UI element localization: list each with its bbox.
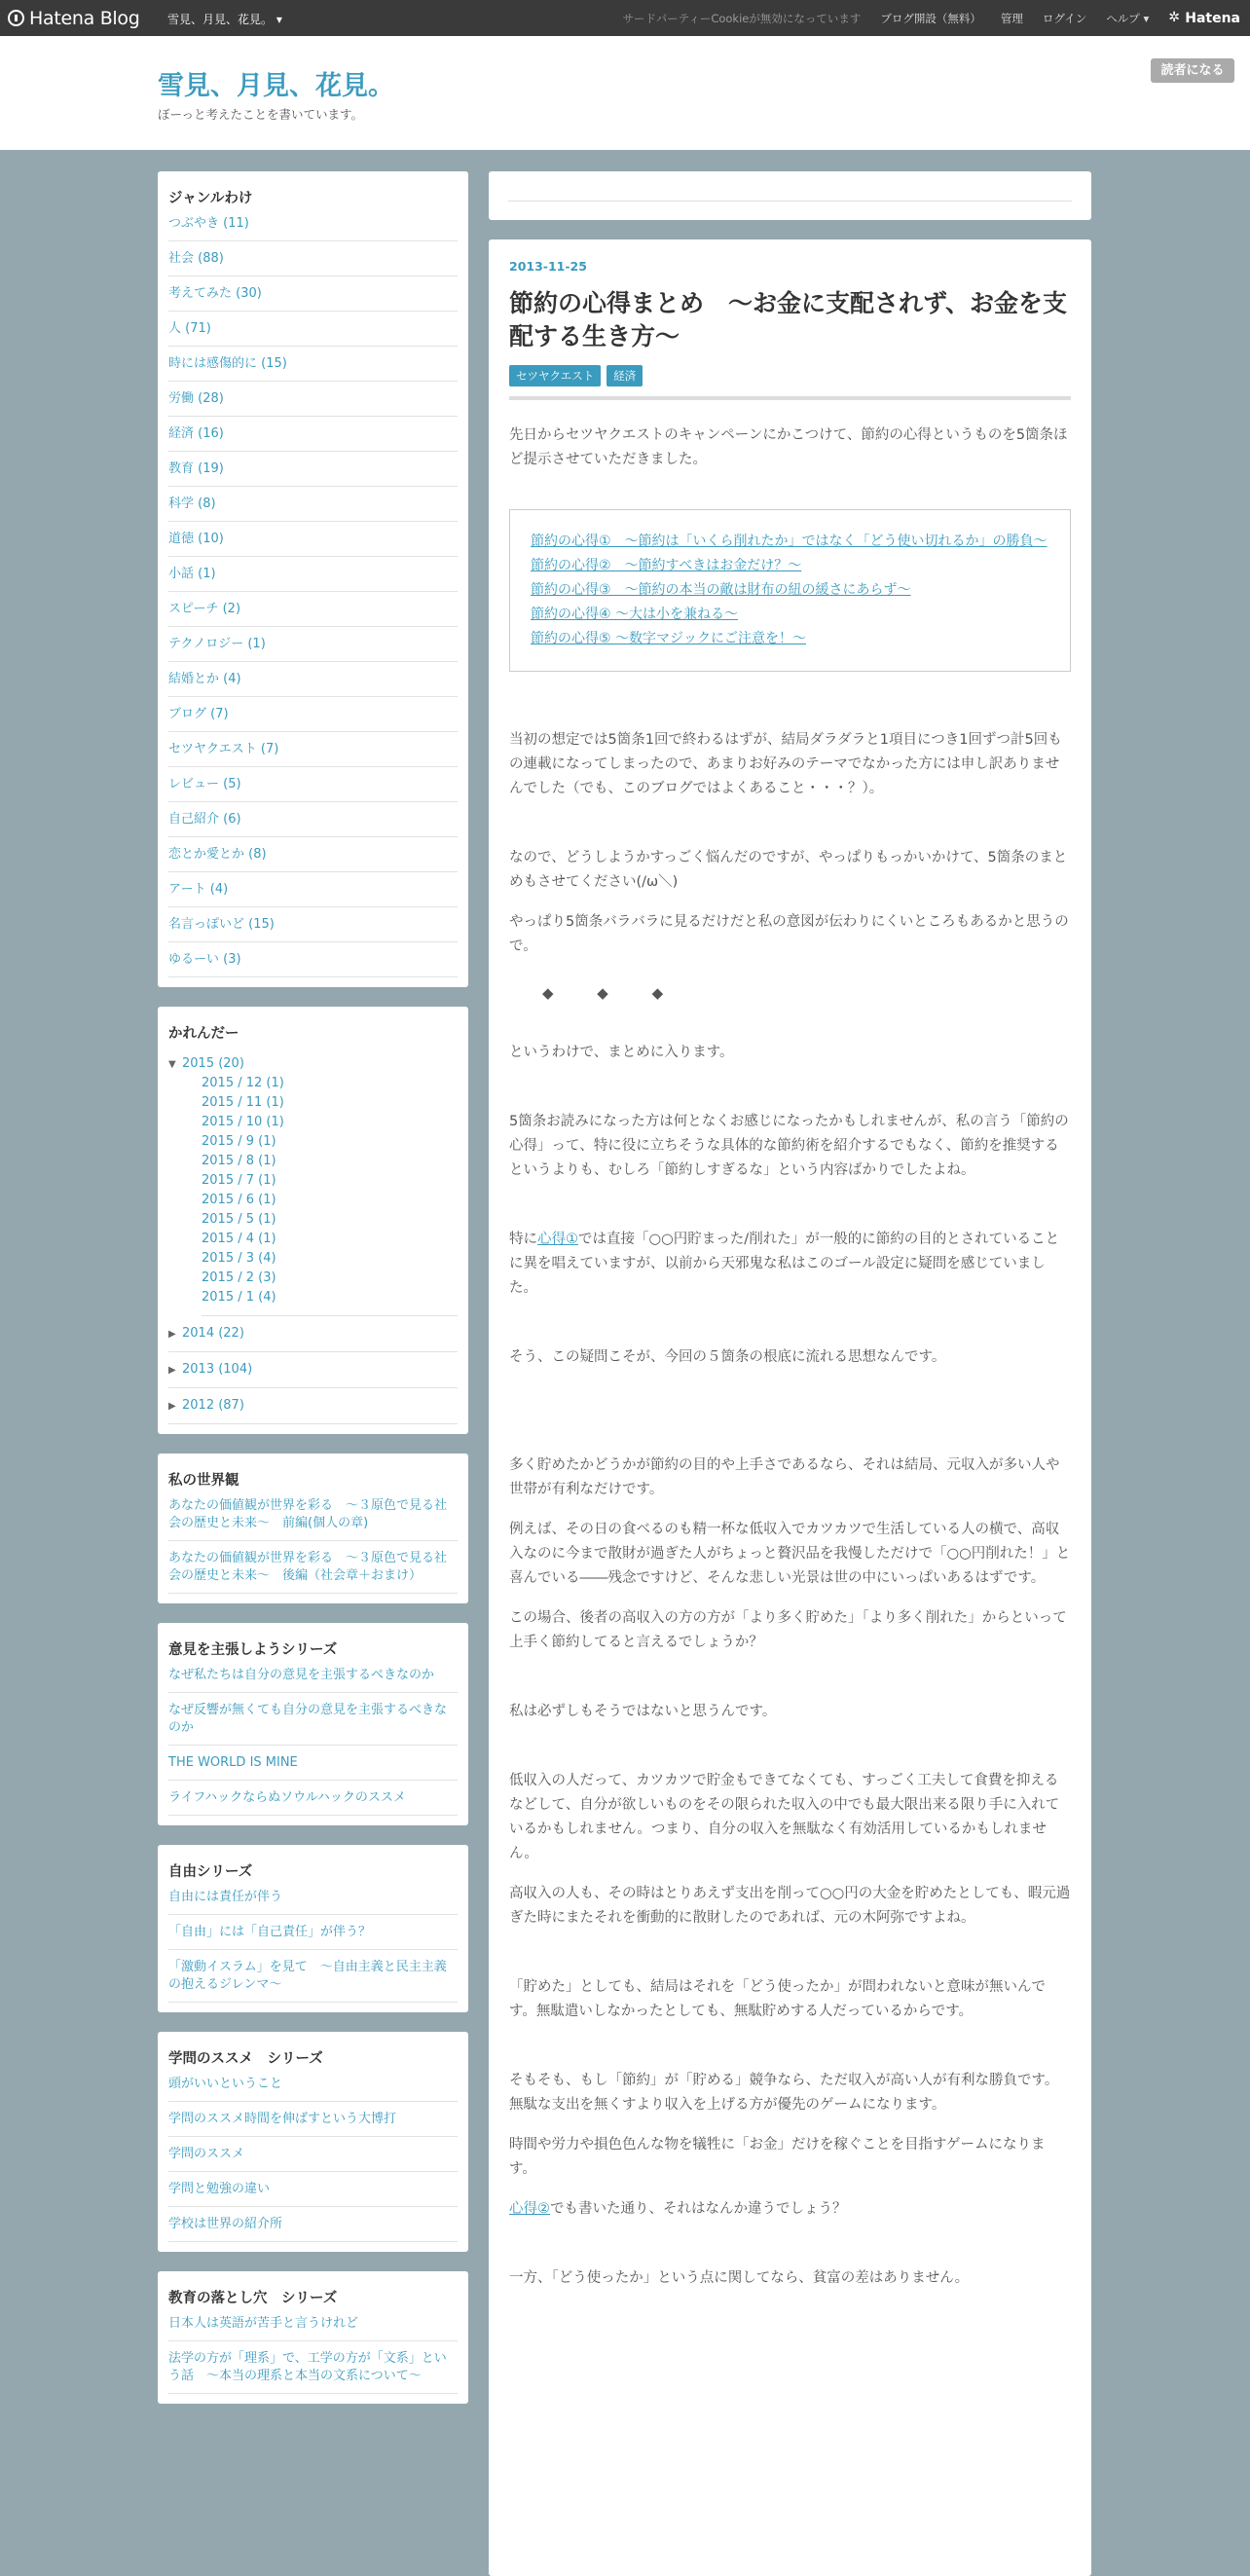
learning-series-link[interactable]: 学問と勉強の違い [168,2182,271,2196]
genre-item[interactable] [168,627,458,662]
opinion-series-module [158,1623,468,1825]
paragraph: そもそも、もし「節約」が「貯める」競争なら、ただ収入が高い人が有利な勝負です。無駄な支出を無くすより収入を上げる方が優先のゲームになります。 [509,2073,1059,2113]
hatena-brand-icon: ✲ [1168,10,1180,25]
genre-module [158,171,468,987]
title-divider [509,396,1071,400]
genre-link[interactable]: 恋とか愛とか (8) [168,847,267,862]
genre-link[interactable]: 教育 (19) [168,461,224,476]
freedom-series-item[interactable] [168,1915,458,1950]
genre-item[interactable] [168,312,458,347]
spacer [509,1385,1071,1454]
archive-month-link[interactable]: 2015 / 7 (1) [202,1173,276,1188]
login-link[interactable]: ログイン [1042,11,1087,25]
paragraph: 先日からセツヤクエストのキャンペーンにかこつけて、節約の心得というものを5箇条ほど提示させていただきました。 [509,427,1068,467]
series-link[interactable]: 節約の心得④ ～大は小を兼ねる～ [531,607,739,622]
genre-link[interactable]: 人 (71) [168,321,211,336]
opinion-series-list [168,1667,458,1816]
series-link-box [509,509,1071,672]
freedom-series-link[interactable]: 「自由」には「自己責任」が伴う？ [168,1925,372,1939]
archive-month-link[interactable]: 2015 / 1 (4) [202,1290,276,1305]
archive-month[interactable] [202,1152,458,1171]
genre-item[interactable] [168,276,458,312]
learning-series-title: 学問のススメ シリーズ [168,2051,323,2067]
genre-item[interactable] [168,241,458,276]
learning-series-item[interactable] [168,2207,458,2242]
archive-year-link[interactable]: 2013 (104) [182,1362,253,1377]
archive-month[interactable] [202,1171,458,1191]
genre-item[interactable] [168,802,458,837]
series-link[interactable]: 節約の心得③ ～節約の本当の敵は財布の紐の緩さにあらず～ [531,582,911,598]
genre-link[interactable]: レビュー (5) [168,777,241,791]
education-series-module [158,2271,468,2404]
archive-month[interactable] [202,1093,458,1113]
opinion-series-link[interactable]: THE WORLD IS MINE [168,1755,298,1770]
genre-item[interactable] [168,382,458,417]
sidebar [158,171,468,2423]
triangle-down-icon[interactable]: ▼ [168,1059,176,1070]
series-link[interactable]: 節約の心得② ～節約すべきはお金だけ？～ [531,558,802,573]
education-series-title: 教育の落とし穴 シリーズ [168,2291,338,2306]
genre-item[interactable] [168,452,458,487]
paragraph: というわけで、まとめに入ります。 [509,1045,734,1060]
series-link[interactable]: 節約の心得⑤ ～数字マジックにご注意を！～ [531,631,806,646]
learning-series-link[interactable]: 頭がいいということ [168,2077,283,2091]
entry-date[interactable]: 2013-11-25 [509,259,587,274]
entry-title[interactable]: 節約の心得まとめ ～お金に支配されず、お金を支配する生き方～ [509,289,1068,350]
genre-item[interactable] [168,215,458,241]
education-series-link[interactable]: 日本人は英語が苦手と言うけれど [168,2316,359,2331]
archive-month-link[interactable]: 2015 / 11 (1) [202,1095,284,1110]
worldview-link[interactable]: あなたの価値観が世界を彩る ～３原色で見る社会の歴史と未来～ 前編(個人の章) [168,1498,448,1530]
spacer [509,1740,1071,1769]
paragraph: 時間や労力や損色色んな物を犠牲に「お金」だけを稼ぐことを目指すゲームになります。 [509,2137,1046,2177]
archive-month-link[interactable]: 2015 / 4 (1) [202,1232,276,1246]
genre-title: ジャンルわけ [168,191,253,206]
archive-year-2013[interactable] [168,1352,458,1388]
genre-item[interactable] [168,872,458,907]
opinion-series-item[interactable] [168,1693,458,1746]
spacer [509,2040,1071,2069]
genre-item[interactable] [168,837,458,872]
paragraph: 一方、「どう使ったか」という点に関してなら、貧富の差はありません。 [509,2270,970,2286]
opinion-series-item[interactable] [168,1781,458,1816]
hatena-brand-link[interactable] [1168,11,1240,26]
paragraph: 高収入の人も、その時はとりあえず支出を削って○○円の大金を貯めたとしても、暇元過ぎた時にまたそれを衝動的に散財したのであれば、元の木阿弥ですよね。 [509,1886,1071,1926]
archive-month[interactable] [202,1113,458,1132]
genre-item[interactable] [168,487,458,522]
archive-month[interactable] [202,1074,458,1093]
worldview-module [158,1454,468,1603]
archive-month[interactable] [202,1230,458,1249]
genre-item[interactable] [168,522,458,557]
genre-item[interactable] [168,697,458,732]
learning-series-item[interactable] [168,2172,458,2207]
learning-series-item[interactable] [168,2102,458,2137]
freedom-series-title: 自由シリーズ [168,1864,253,1880]
paragraph: 多く貯めたかどうかが節約の目的や上手さであるなら、それは結局、元収入が多い人や世帯が有利なだけです。 [509,1457,1060,1497]
entry-article [489,239,1091,2576]
archive-month[interactable] [202,1288,458,1307]
worldview-link[interactable]: あなたの価値観が世界を彩る ～３原色で見る社会の歴史と未来～ 後編（社会章＋おまけ） [168,1551,448,1583]
spacer [509,1198,1071,1228]
archive-year-link[interactable]: 2015 (20) [182,1056,244,1071]
learning-series-link[interactable]: 学校は世界の紹介所 [168,2217,283,2231]
genre-list [168,215,458,977]
archive-month[interactable] [202,1132,458,1152]
paragraph: 例えば、その日の食べるのも精一杯な低収入でカツカツで生活している人の横で、高収入なのに今まで散財が過ぎた人がちょっと贅沢品を我慢しただけで「○○円削れた！」と喜んでいる――残念ですけど、そんな悲しい光景は世の中にいっぱいあるはずです。 [509,1522,1071,1586]
genre-link[interactable]: テクノロジー (1) [168,637,266,651]
genre-link[interactable]: 道徳 (10) [168,532,224,546]
freedom-series-module [158,1845,468,2012]
spacer [509,817,1071,846]
hatena-blog-logo[interactable] [8,7,140,29]
archive-month-link[interactable]: 2015 / 5 (1) [202,1212,276,1227]
education-series-link[interactable]: 法学の方が「理系」で、工学の方が「文系」という話 ～本当の理系と本当の文系について～ [168,2351,447,2383]
archive-month-link[interactable]: 2015 / 9 (1) [202,1134,276,1149]
freedom-series-item[interactable] [168,1889,458,1915]
main-content [489,171,1091,2576]
genre-item[interactable] [168,417,458,452]
genre-link[interactable]: 経済 (16) [168,426,224,441]
genre-link[interactable]: 結婚とか (4) [168,672,241,686]
paragraph: 当初の想定では5箇条1回で終わるはずが、結局ダラダラと1項目につき1回ずつ計5回もの連載になってしまったので、あまりお好みのテーマでなかった方には申し訳ありませんでした（でも、このブログではよくあること・・・？）。 [509,732,1062,796]
entry-categories [509,365,1071,386]
paragraph: なので、どうしようかすっごく悩んだのですが、やっぱりもっかいかけて、5箇条のまとめもさせてください(/ω＼) [509,850,1068,890]
freedom-series-list [168,1889,458,2003]
paragraph: 「貯めた」としても、結局はそれを「どう使ったか」が問われないと意味が無いんです。無駄遣いしなかったとしても、無駄貯めする人だっているからです。 [509,1979,1046,2019]
learning-series-item[interactable] [168,2137,458,2172]
hatena-logo-icon [8,10,24,26]
archive-month-link[interactable]: 2015 / 6 (1) [202,1193,276,1207]
category-tag[interactable]: 経済 [607,365,643,386]
subscribe-button[interactable]: 読者になる [1151,58,1234,83]
archive-month-list [202,1074,458,1316]
series-link[interactable]: 節約の心得① ～節約は「いくら削れたか」ではなく「どう使い切れるか」の勝負～ [531,534,1048,549]
paragraph [509,1228,1071,1301]
opinion-series-link[interactable]: なぜ私たちは自分の意見を主張するべきなのか [168,1668,435,1682]
learning-series-item[interactable] [168,2076,458,2102]
opinion-series-item[interactable] [168,1667,458,1693]
pager-box [489,171,1091,220]
opinion-series-link[interactable]: なぜ反響が無くても自分の意見を主張するべきなのか [168,1703,448,1735]
archive-month-link[interactable]: 2015 / 10 (1) [202,1115,284,1129]
blog-description: ぼーっと考えたことを書いています。 [158,107,364,122]
archive-year-link[interactable]: 2014 (22) [182,1326,244,1341]
archive-year-2015[interactable] [168,1050,458,1074]
archive-year-2014[interactable] [168,1316,458,1352]
spacer [509,1946,1071,1975]
learning-series-list [168,2076,458,2242]
pager-divider [508,201,1072,202]
genre-link[interactable]: ブログ (7) [168,707,229,721]
archive-month[interactable] [202,1269,458,1288]
worldview-list [168,1497,458,1594]
genre-item[interactable] [168,942,458,977]
top-bar-right [603,0,1240,36]
triangle-right-icon[interactable]: ▶ [168,1329,176,1340]
genre-link[interactable]: 社会 (88) [168,251,224,266]
triangle-right-icon[interactable]: ▶ [168,1401,176,1412]
genre-link[interactable]: 労働 (28) [168,391,224,406]
category-tag[interactable]: セツヤクエスト [509,365,601,386]
genre-item[interactable] [168,907,458,942]
genre-link[interactable]: セツヤクエスト (7) [168,742,279,756]
genre-link[interactable]: つぶやき (11) [168,216,249,231]
genre-item[interactable] [168,347,458,382]
genre-link[interactable]: ゆるーい (3) [168,952,241,967]
freedom-series-item[interactable] [168,1950,458,2003]
learning-series-link[interactable]: 学問のススメ時間を伸ばすという大博打 [168,2112,397,2126]
genre-item[interactable] [168,767,458,802]
genre-link[interactable]: 小話 (1) [168,567,216,581]
worldview-item[interactable] [168,1541,458,1594]
archive-month-link[interactable]: 2015 / 8 (1) [202,1154,276,1168]
education-series-list [168,2315,458,2394]
archive-month[interactable] [202,1249,458,1269]
triangle-right-icon[interactable]: ▶ [168,1365,176,1376]
worldview-title: 私の世界観 [168,1473,239,1489]
spacer [509,1081,1071,1110]
calendar-module [158,1007,468,1434]
genre-link[interactable]: アート (4) [168,882,229,897]
help-dropdown[interactable]: ヘルプ ▾ [1106,11,1150,25]
paragraph: 低収入の人だって、カツカツで貯金もできてなくても、すっごく工夫して食費を抑えるなどして、自分が欲しいものをその限られた収入の中でも最大限出来る限り手に入れているかもしれません。つまり、自分の収入を無駄なく有効活用しているかもしれません。 [509,1773,1060,1861]
genre-item[interactable] [168,557,458,592]
archive-month-link[interactable]: 2015 / 12 (1) [202,1076,284,1090]
freedom-series-link[interactable]: 自由には責任が伴う [168,1890,283,1904]
genre-link[interactable]: スピーチ (2) [168,602,241,616]
cookie-notice[interactable]: サードパーティーCookieが無効になっています [622,11,862,25]
archive-year-link[interactable]: 2012 (87) [182,1398,244,1413]
spacer [509,2237,1071,2266]
learning-series-link[interactable]: 学問のススメ [168,2147,245,2161]
hatena-brand-text: Hatena [1185,10,1240,26]
paragraph: 私は必ずしもそうではないと思うんです。 [509,1704,777,1719]
section-separator: ◆ ◆ ◆ [542,984,683,1002]
learning-series-module [158,2032,468,2252]
genre-link[interactable]: 科学 (8) [168,497,216,511]
education-series-item[interactable] [168,2315,458,2341]
admin-link[interactable]: 管理 [1000,11,1023,25]
genre-link[interactable]: 考えてみた (30) [168,286,262,301]
archive-year-2012[interactable] [168,1388,458,1424]
blog-menu-dropdown[interactable]: 雪見、月見、花見。 ▾ [167,13,282,26]
archive-month[interactable] [202,1191,458,1210]
opinion-series-link[interactable]: ライフハックならぬソウルハックのススメ [168,1790,406,1805]
open-blog-link[interactable]: ブログ開設（無料） [880,11,981,25]
paragraph [509,2197,1071,2222]
genre-link[interactable]: 自己紹介 (6) [168,812,241,827]
inline-link[interactable]: 心得② [509,2201,550,2217]
archive-month-link[interactable]: 2015 / 2 (3) [202,1270,276,1285]
archive-month[interactable] [202,1210,458,1230]
spacer [509,1316,1071,1345]
genre-item[interactable] [168,662,458,697]
calendar-title: かれんだー [168,1026,239,1042]
archive-month-link[interactable]: 2015 / 3 (4) [202,1251,276,1266]
freedom-series-link[interactable]: 「激動イスラム」を見て ～自由主義と民主主義の抱えるジレンマ～ [168,1960,447,1992]
spacer [509,1671,1071,1700]
inline-link[interactable]: 心得① [537,1232,578,1247]
worldview-item[interactable] [168,1497,458,1541]
paragraph-text: 特に [509,1232,537,1247]
paragraph: この場合、後者の高収入の方の方が「より多く貯めた」「より多く削れた」からといって上手く節約してると言えるでしょうか？ [509,1610,1067,1650]
paragraph-text: では直接「○○円貯まった/削れた」が一般的に節約の目的とされていることに異を唱えていますが、以前から天邪鬼な私はこのゴール設定に疑問を感じていました。 [509,1232,1060,1296]
paragraph: そう、この疑問こそが、今回の５箇条の根底に流れる思想なんです。 [509,1349,946,1365]
blog-title[interactable]: 雪見、月見、花見。 [158,71,394,101]
paragraph-text: でも書いた通り、それはなんか違うでしょう？ [550,2201,847,2217]
opinion-series-title: 意見を主張しようシリーズ [168,1642,338,1658]
genre-item[interactable] [168,592,458,627]
genre-link[interactable]: 時には感傷的に (15) [168,356,287,371]
education-series-item[interactable] [168,2341,458,2394]
logo-text: Hatena Blog [29,7,140,29]
genre-item[interactable] [168,732,458,767]
paragraph: 5箇条お読みになった方は何となくお感じになったかもしれませんが、私の言う「節約の心得」って、特に役に立ちそうな具体的な節約術を紹介するでもなく、節約を推奨するというよりも、むしろ「節約しすぎるな」という内容ばかりでしたよね。 [509,1114,1069,1178]
genre-link[interactable]: 名言っぽいど (15) [168,917,275,932]
top-bar [0,0,1250,36]
opinion-series-item[interactable] [168,1746,458,1781]
paragraph: やっぱり5箇条バラバラに見るだけだと私の意図が伝わりにくいところもあるかと思うので。 [509,914,1069,954]
